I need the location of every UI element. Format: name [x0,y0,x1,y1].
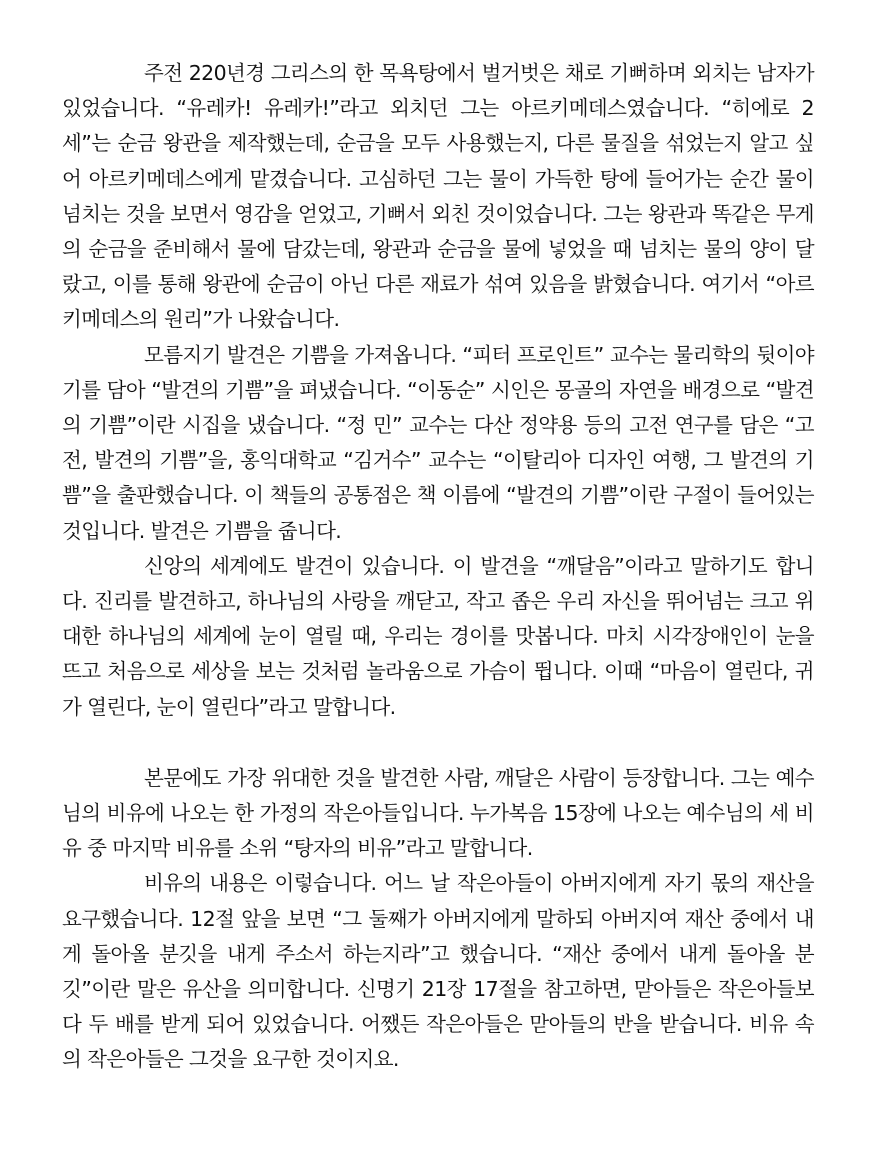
paragraph-faith-discovery: 신앙의 세계에도 발견이 있습니다. 이 발견을 “깨달음”이라고 말하기도 합니다. 진리를 발견하고, 하나님의 사랑을 깨닫고, 작고 좁은 우리 자신을 뛰어넘는 크고 위대한 하나님의 세계에 눈이 열릴 때, 우리는 경이를 맛봅니다. 마치 시각장애인이 눈을 뜨고 처음으로 세상을 보는 것처럼 놀라움으로 가슴이 뜁니다. 이때 “마음이 열린다, 귀가 열린다, 눈이 열린다”라고 말합니다. [62,553,814,719]
document-page [62,56,814,1078]
paragraph-text-intro: 본문에도 가장 위대한 것을 발견한 사람, 깨달은 사람이 등장합니다. 그는 예수님의 비유에 나오는 한 가정의 작은아들입니다. 누가복음 15장에 나오는 예수님의 세 비유 중 마지막 비유를 소위 “탕자의 비유”라고 말합니다. [62,765,814,861]
paragraph-joy-of-discovery: 모름지기 발견은 기쁨을 가져옵니다. “피터 프로인트” 교수는 물리학의 뒷이야기를 담아 “발견의 기쁨”을 펴냈습니다. “이동순” 시인은 몽골의 자연을 배경으로 “발견의 기쁨”이란 시집을 냈습니다. “정 민” 교수는 다산 정약용 등의 고전 연구를 담은 “고전, 발견의 기쁨”을, 홍익대학교 “김거수” 교수는 “이탈리아 디자인 여행, 그 발견의 기쁨”을 출판했습니다. 이 책들의 공통점은 책 이름에 “발견의 기쁨”이란 구절이 들어있는 것입니다. 발견은 기쁨을 줍니다. [62,342,814,543]
paragraph-spacer [62,725,814,761]
paragraph-parable-content: 비유의 내용은 이렇습니다. 어느 날 작은아들이 아버지에게 자기 몫의 재산을 요구했습니다. 12절 앞을 보면 “그 둘째가 아버지에게 말하되 아버지여 재산 중에서 내게 돌아올 분깃을 내게 주소서 하는지라”고 했습니다. “재산 중에서 내게 돌아올 분깃”이란 말은 유산을 의미합니다. 신명기 21장 17절을 참고하면, 맏아들은 작은아들보다 두 배를 받게 되어 있었습니다. 어쨌든 작은아들은 맏아들의 반을 받습니다. 비유 속의 작은아들은 그것을 요구한 것이지요. [62,871,814,1072]
paragraph-archimedes: 주전 220년경 그리스의 한 목욕탕에서 벌거벗은 채로 기뻐하며 외치는 남자가 있었습니다. “유레카! 유레카!”라고 외치던 그는 아르키메데스였습니다. “히에로 2세”는 순금 왕관을 제작했는데, 순금을 모두 사용했는지, 다른 물질을 섞었는지 알고 싶어 아르키메데스에게 맡겼습니다. 고심하던 그는 물이 가득한 탕에 들어가는 순간 물이 넘치는 것을 보면서 영감을 얻었고, 기뻐서 외친 것이었습니다. 그는 왕관과 똑같은 무게의 순금을 준비해서 물에 담갔는데, 왕관과 순금을 물에 넣었을 때 넘치는 물의 양이 달랐고, 이를 통해 왕관에 순금이 아닌 다른 재료가 섞여 있음을 밝혔습니다. 여기서 “아르키메데스의 원리”가 나왔습니다. [62,61,814,332]
